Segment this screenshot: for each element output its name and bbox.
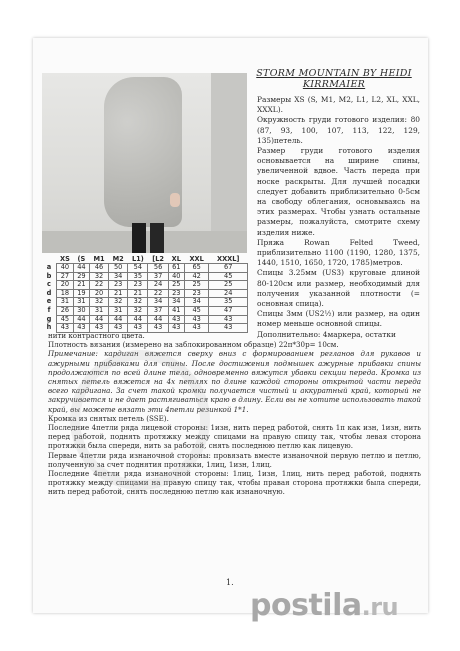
table-cell: 21 — [128, 289, 148, 298]
pattern-title: STORM MOUNTAIN BY HEIDI KIRRMAIER — [256, 68, 412, 90]
table-cell: 23 — [109, 281, 128, 290]
row-label: h — [46, 323, 52, 332]
table-cell: 45 — [184, 306, 209, 315]
logo-text: postila — [250, 588, 362, 623]
row-label: a — [46, 263, 52, 272]
table-cell: 43 — [128, 324, 148, 333]
table-cell: 20 — [89, 289, 108, 298]
table-cell: 24 — [148, 281, 168, 290]
table-cell: 25 — [184, 281, 209, 290]
pattern-specs — [257, 95, 420, 340]
table-cell: 37 — [148, 272, 168, 281]
table-cell: 21 — [73, 281, 89, 290]
postila-logo — [250, 588, 398, 623]
table-row — [42, 272, 248, 281]
table-cell: 56 — [148, 264, 168, 273]
table-cell: 29 — [73, 272, 89, 281]
size-header: [L2 — [152, 254, 164, 263]
table-cell: 32 — [89, 298, 108, 307]
table-cell: 54 — [128, 264, 148, 273]
row-label: e — [46, 297, 52, 306]
table-cell: 43 — [73, 324, 89, 333]
model-photo — [42, 73, 247, 253]
table-cell: 44 — [109, 315, 128, 324]
table-cell: 24 — [209, 289, 248, 298]
body-paragraph: нити контрастного цвета. — [48, 331, 145, 340]
page-number: 1. — [226, 578, 234, 587]
table-cell: 35 — [128, 272, 148, 281]
spec-paragraph: Окружность груди готового изделия: 80 (87, 93, 100, 107, 113, 122, 129, 135)петель. — [257, 115, 420, 145]
table-row — [42, 315, 248, 324]
table-cell: 43 — [168, 324, 184, 333]
table-cell: 43 — [184, 315, 209, 324]
table-cell: 45 — [209, 272, 248, 281]
table-row — [42, 306, 248, 315]
row-label: g — [46, 314, 52, 323]
body-paragraph: Последние 4петли ряда изнаночной стороны: 1лиц, 1изн, 1лиц, нить перед работой, поднять протяжку между спицами на правую спицу так, чтобы правая сторона протяжки была спереди, нить перед работой, снять последнюю петлю как изнаночную. — [48, 469, 421, 497]
table-cell: 43 — [209, 324, 248, 333]
table-cell: 43 — [184, 324, 209, 333]
table-cell: 21 — [109, 289, 128, 298]
body-paragraph: Плотность вязания (измерено на заблокированном образце) 22п*30р= 10см. — [48, 340, 339, 350]
table-cell: 46 — [89, 264, 108, 273]
table-cell: 50 — [109, 264, 128, 273]
row-label: c — [47, 280, 51, 289]
row-label: d — [46, 288, 52, 297]
body-paragraph: Примечание: кардиган вяжется сверху вниз с формированием регланов для рукавов и ажурными прибавками для спины. После достижения подмышек ажурные прибавки спины продолжаются по всей длине тела, одновременно вяжутся убавки секции переда. Кромка из снятых петель вяжется на 4х петлях по длине каждой стороны открытой части переда всего кардигана. За счет такой кромки получается чистый и аккуратный край, который не закручивается и не дает растягиваться краю в длину. Если вы не хотите использовать такой край, вы можете вязать эти 4петли резинкой 1*1. — [48, 349, 421, 414]
size-header: M2 — [112, 254, 124, 263]
spec-paragraph: Дополнительно: 4маркера, остатки — [257, 329, 396, 339]
table-cell: 34 — [184, 298, 209, 307]
row-label: f — [47, 306, 51, 315]
table-row — [42, 289, 248, 298]
table-cell: 23 — [168, 289, 184, 298]
table-row — [42, 264, 248, 273]
spec-paragraph: Размер груди готового изделия основывается на ширине спины, увеличенной вдвое. Часть переда при носке раскрыты. Для лучшей посадки следует добавить приблизительно 0-5см на свободу облегания, основываясь на этих размерах. Чтобы узнать остальные размеры, пожалуйста, смотрите схему изделия ниже. — [257, 146, 420, 237]
size-header: XS — [60, 254, 70, 263]
table-cell: 26 — [57, 306, 74, 315]
table-cell: 31 — [89, 306, 108, 315]
table-cell: 22 — [89, 281, 108, 290]
size-header: XXXL] — [216, 254, 240, 263]
table-cell: 67 — [209, 264, 248, 273]
table-cell: 44 — [148, 315, 168, 324]
logo-suffix: .ru — [361, 593, 399, 621]
table-cell: 34 — [168, 298, 184, 307]
table-cell: 40 — [57, 264, 74, 273]
body-paragraph: Кромка из снятых петель (SSE). — [48, 413, 169, 423]
table-cell: 31 — [57, 298, 74, 307]
table-cell: 44 — [73, 315, 89, 324]
table-cell: 35 — [209, 298, 248, 307]
table-cell: 23 — [184, 289, 209, 298]
table-cell: 31 — [73, 298, 89, 307]
table-cell: 61 — [168, 264, 184, 273]
table-cell: 43 — [57, 324, 74, 333]
table-cell: 43 — [89, 324, 108, 333]
table-cell: 43 — [148, 324, 168, 333]
body-paragraph: Первые 4петли ряда изнаночной стороны: провязать вместе изнаночной первую петлю и петлю, полученную за счет поднятия протяжки, 1лиц, 1изн, 1лиц. — [48, 450, 421, 469]
table-cell: 40 — [168, 272, 184, 281]
size-header: (S — [77, 254, 86, 263]
table-cell: 19 — [73, 289, 89, 298]
table-cell: 34 — [109, 272, 128, 281]
table-cell: 44 — [89, 315, 108, 324]
size-header: XL — [171, 254, 181, 263]
spec-paragraph: Размеры XS (S, M1, M2, L1, L2, XL, XXL, XXXL). — [257, 95, 420, 115]
table-cell: 32 — [128, 306, 148, 315]
table-cell: 37 — [148, 306, 168, 315]
table-row — [42, 298, 248, 307]
table-cell: 32 — [109, 298, 128, 307]
table-cell: 44 — [128, 315, 148, 324]
table-cell: 23 — [128, 281, 148, 290]
table-cell: 25 — [209, 281, 248, 290]
table-cell: 32 — [89, 272, 108, 281]
table-cell: 31 — [109, 306, 128, 315]
table-cell: 47 — [209, 306, 248, 315]
table-cell: 42 — [184, 272, 209, 281]
row-label: b — [46, 271, 52, 280]
table-cell: 43 — [109, 324, 128, 333]
table-cell: 18 — [57, 289, 74, 298]
table-cell: 43 — [209, 315, 248, 324]
table-cell: 44 — [73, 264, 89, 273]
size-header: XXL — [189, 254, 204, 263]
table-cell: 65 — [184, 264, 209, 273]
spec-paragraph: Спицы 3.25мм (US3) круговые длиной 80-120см или размер, необходимый для получения указанной плотности (= основная спица). — [257, 268, 420, 309]
table-corner — [42, 254, 57, 264]
body-paragraph: Последние 4петли ряда лицевой стороны: 1изн, нить перед работой, снять 1п как изн, 1изн, нить перед работой, поднять протяжку между спицами на правую спицу так, чтобы левая сторона протяжки была спереди, нить за работой, снять последнюю петлю как лицевую. — [48, 423, 421, 451]
table-cell: 22 — [148, 289, 168, 298]
size-header: L1) — [131, 254, 144, 263]
table-cell: 45 — [57, 315, 74, 324]
table-cell: 41 — [168, 306, 184, 315]
watermark — [70, 350, 210, 490]
table-cell: 30 — [73, 306, 89, 315]
table-cell: 20 — [57, 281, 74, 290]
table-row — [42, 281, 248, 290]
table-cell: 27 — [57, 272, 74, 281]
table-cell: 43 — [168, 315, 184, 324]
size-header: M1 — [93, 254, 105, 263]
spec-paragraph: Спицы 3мм (US2½) или размер, на один номер меньше основной спицы. — [257, 309, 420, 329]
table-cell: 25 — [168, 281, 184, 290]
table-cell: 34 — [148, 298, 168, 307]
table-cell: 32 — [128, 298, 148, 307]
size-table — [42, 254, 248, 333]
spec-paragraph: Пряжа Rowan Felted Tweed, приблизительно 1100 (1190, 1280, 1375, 1440, 1510, 1650, 1720, 1785)метров. — [257, 237, 420, 268]
